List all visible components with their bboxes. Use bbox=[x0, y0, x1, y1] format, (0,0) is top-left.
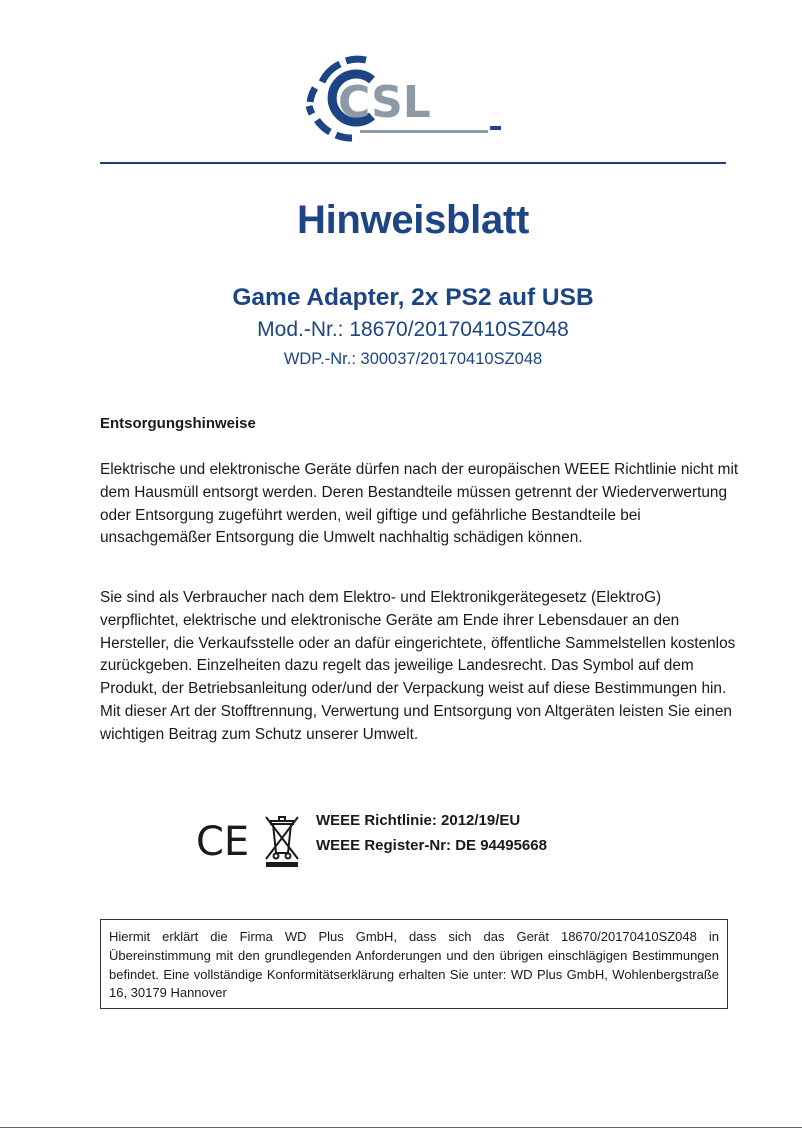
weee-register: WEEE Register-Nr: DE 94495668 bbox=[316, 837, 547, 854]
disposal-paragraph-2: Sie sind als Verbraucher nach dem Elektro- und Elektronikgerätegesetz (ElektroG) verpflichtet, elektrische und elektronische Geräte am Ende ihrer Lebensdauer an den Hersteller, die Verkaufsstelle oder an dafür eingerichtete, öffentliche Sammelstellen kostenlos zurückgeben. Einzelheiten dazu regelt das jeweilige Landesrecht. Das Symbol auf dem Produkt, der Betriebsanleitung oder/und der Verpackung weist auf diese Bestimmungen hin. Mit dieser Art der Stofftrennung, Verwertung und Entsorgung von Altgeräten leisten Sie einen wichtigen Beitrag zum Schutz unserer Umwelt. bbox=[100, 589, 736, 743]
ce-mark-icon bbox=[196, 819, 249, 865]
csl-logo-icon bbox=[300, 52, 505, 144]
disposal-heading: Entsorgungshinweise bbox=[100, 415, 256, 432]
svg-text:CE: CE bbox=[196, 819, 250, 865]
csl-logo bbox=[300, 52, 505, 144]
weee-info bbox=[316, 808, 547, 858]
header-divider bbox=[100, 162, 726, 164]
model-number: Mod.-Nr.: 18670/20170410SZ048 bbox=[257, 318, 569, 341]
page-bottom-line bbox=[0, 1127, 802, 1128]
page-title: Hinweisblatt bbox=[297, 198, 529, 242]
disposal-paragraph-1: Elektrische und elektronische Geräte dürfen nach der europäischen WEEE Richtlinie nicht mit dem Hausmüll entsorgt werden. Deren Bestandteile müssen getrennt der Wiederverwertung oder Entsorgung zugeführt werden, weil giftige und gefährliche Bestandteile bei unsachgemäßer Entsorgung die Umwelt nachhaltig schädigen können. bbox=[100, 461, 739, 547]
declaration-text: Hiermit erklärt die Firma WD Plus GmbH, dass sich das Gerät 18670/20170410SZ048 in Übereinstimmung mit den grundlegenden Anforderungen und den übrigen einschlägigen Bestimmungen befindet. Eine vollständige Konformitätserklärung erhalten Sie unter: WD Plus GmbH, Wohlenbergstraße 16, 30179 Hannover bbox=[109, 929, 719, 1001]
svg-text:CSL: CSL bbox=[338, 77, 431, 128]
wdp-number: WDP.-Nr.: 300037/20170410SZ048 bbox=[283, 350, 543, 368]
conformity-declaration bbox=[100, 919, 728, 1009]
weee-directive: WEEE Richtlinie: 2012/19/EU bbox=[316, 812, 521, 829]
product-name: Game Adapter, 2x PS2 auf USB bbox=[232, 284, 594, 311]
crossed-out-bin-icon bbox=[266, 817, 298, 867]
certification-marks bbox=[196, 813, 306, 869]
